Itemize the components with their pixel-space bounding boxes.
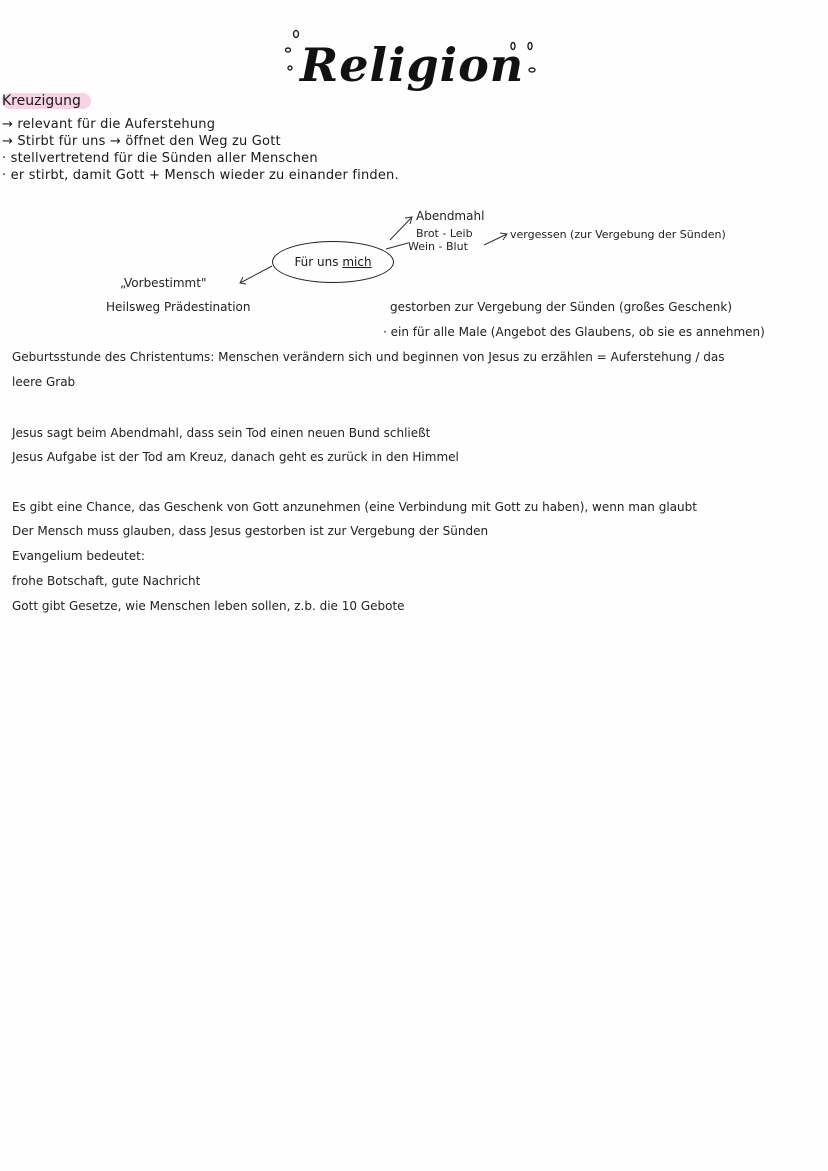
intro-line-2: → Stirbt für uns → öffnet den Weg zu Gott (2, 134, 281, 149)
heading-highlight: Kreuzigung (2, 93, 91, 109)
mindmap-abendmahl: Abendmahl (416, 209, 485, 223)
text-line: Evangelium bedeutet: (12, 549, 145, 563)
page-title: Religion (300, 38, 525, 92)
text-line: leere Grab (12, 375, 76, 389)
intro-line-4: · er stirbt, damit Gott + Mensch wieder zu einander finden. (2, 168, 399, 183)
text-line: Der Mensch muss glauben, dass Jesus gestorben ist zur Vergebung der Sünden (12, 524, 489, 538)
text-line: Es gibt eine Chance, das Geschenk von Gott anzunehmen (eine Verbindung mit Gott zu haben), wenn man glaubt (12, 500, 697, 514)
mindmap-vorbestimmt: „Vorbestimmt" (120, 276, 207, 290)
mindmap-center-bubble (272, 241, 394, 283)
text-line: Jesus Aufgabe ist der Tod am Kreuz, danach geht es zurück in den Himmel (12, 450, 459, 464)
mindmap-gestorben: gestorben zur Vergebung der Sünden (großes Geschenk) (390, 300, 733, 314)
text-line: frohe Botschaft, gute Nachricht (12, 574, 201, 588)
intro-line-1: → relevant für die Auferstehung (2, 117, 216, 132)
text-line: Jesus sagt beim Abendmahl, dass sein Tod einen neuen Bund schließt (12, 426, 431, 440)
mindmap-wein: Wein - Blut (408, 240, 468, 253)
intro-line-3: · stellvertretend für die Sünden aller Menschen (2, 151, 318, 166)
center-text: Für uns (294, 255, 339, 269)
text-line: Gott gibt Gesetze, wie Menschen leben sollen, z.b. die 10 Gebote (12, 599, 405, 613)
mindmap-heilsweg: Heilsweg Prädestination (106, 300, 251, 314)
mindmap-brot: Brot - Leib (416, 227, 473, 240)
mindmap-ein-fuer-alle: · ein für alle Male (Angebot des Glaubens, ob sie es annehmen) (383, 325, 765, 339)
text-line: Geburtsstunde des Christentums: Menschen verändern sich und beginnen von Jesus zu erzählen = Auferstehung / das (12, 350, 725, 364)
mindmap-vergessen: vergessen (zur Vergebung der Sünden) (510, 228, 726, 241)
section-heading (2, 93, 91, 109)
center-underlined: mich (342, 255, 372, 269)
